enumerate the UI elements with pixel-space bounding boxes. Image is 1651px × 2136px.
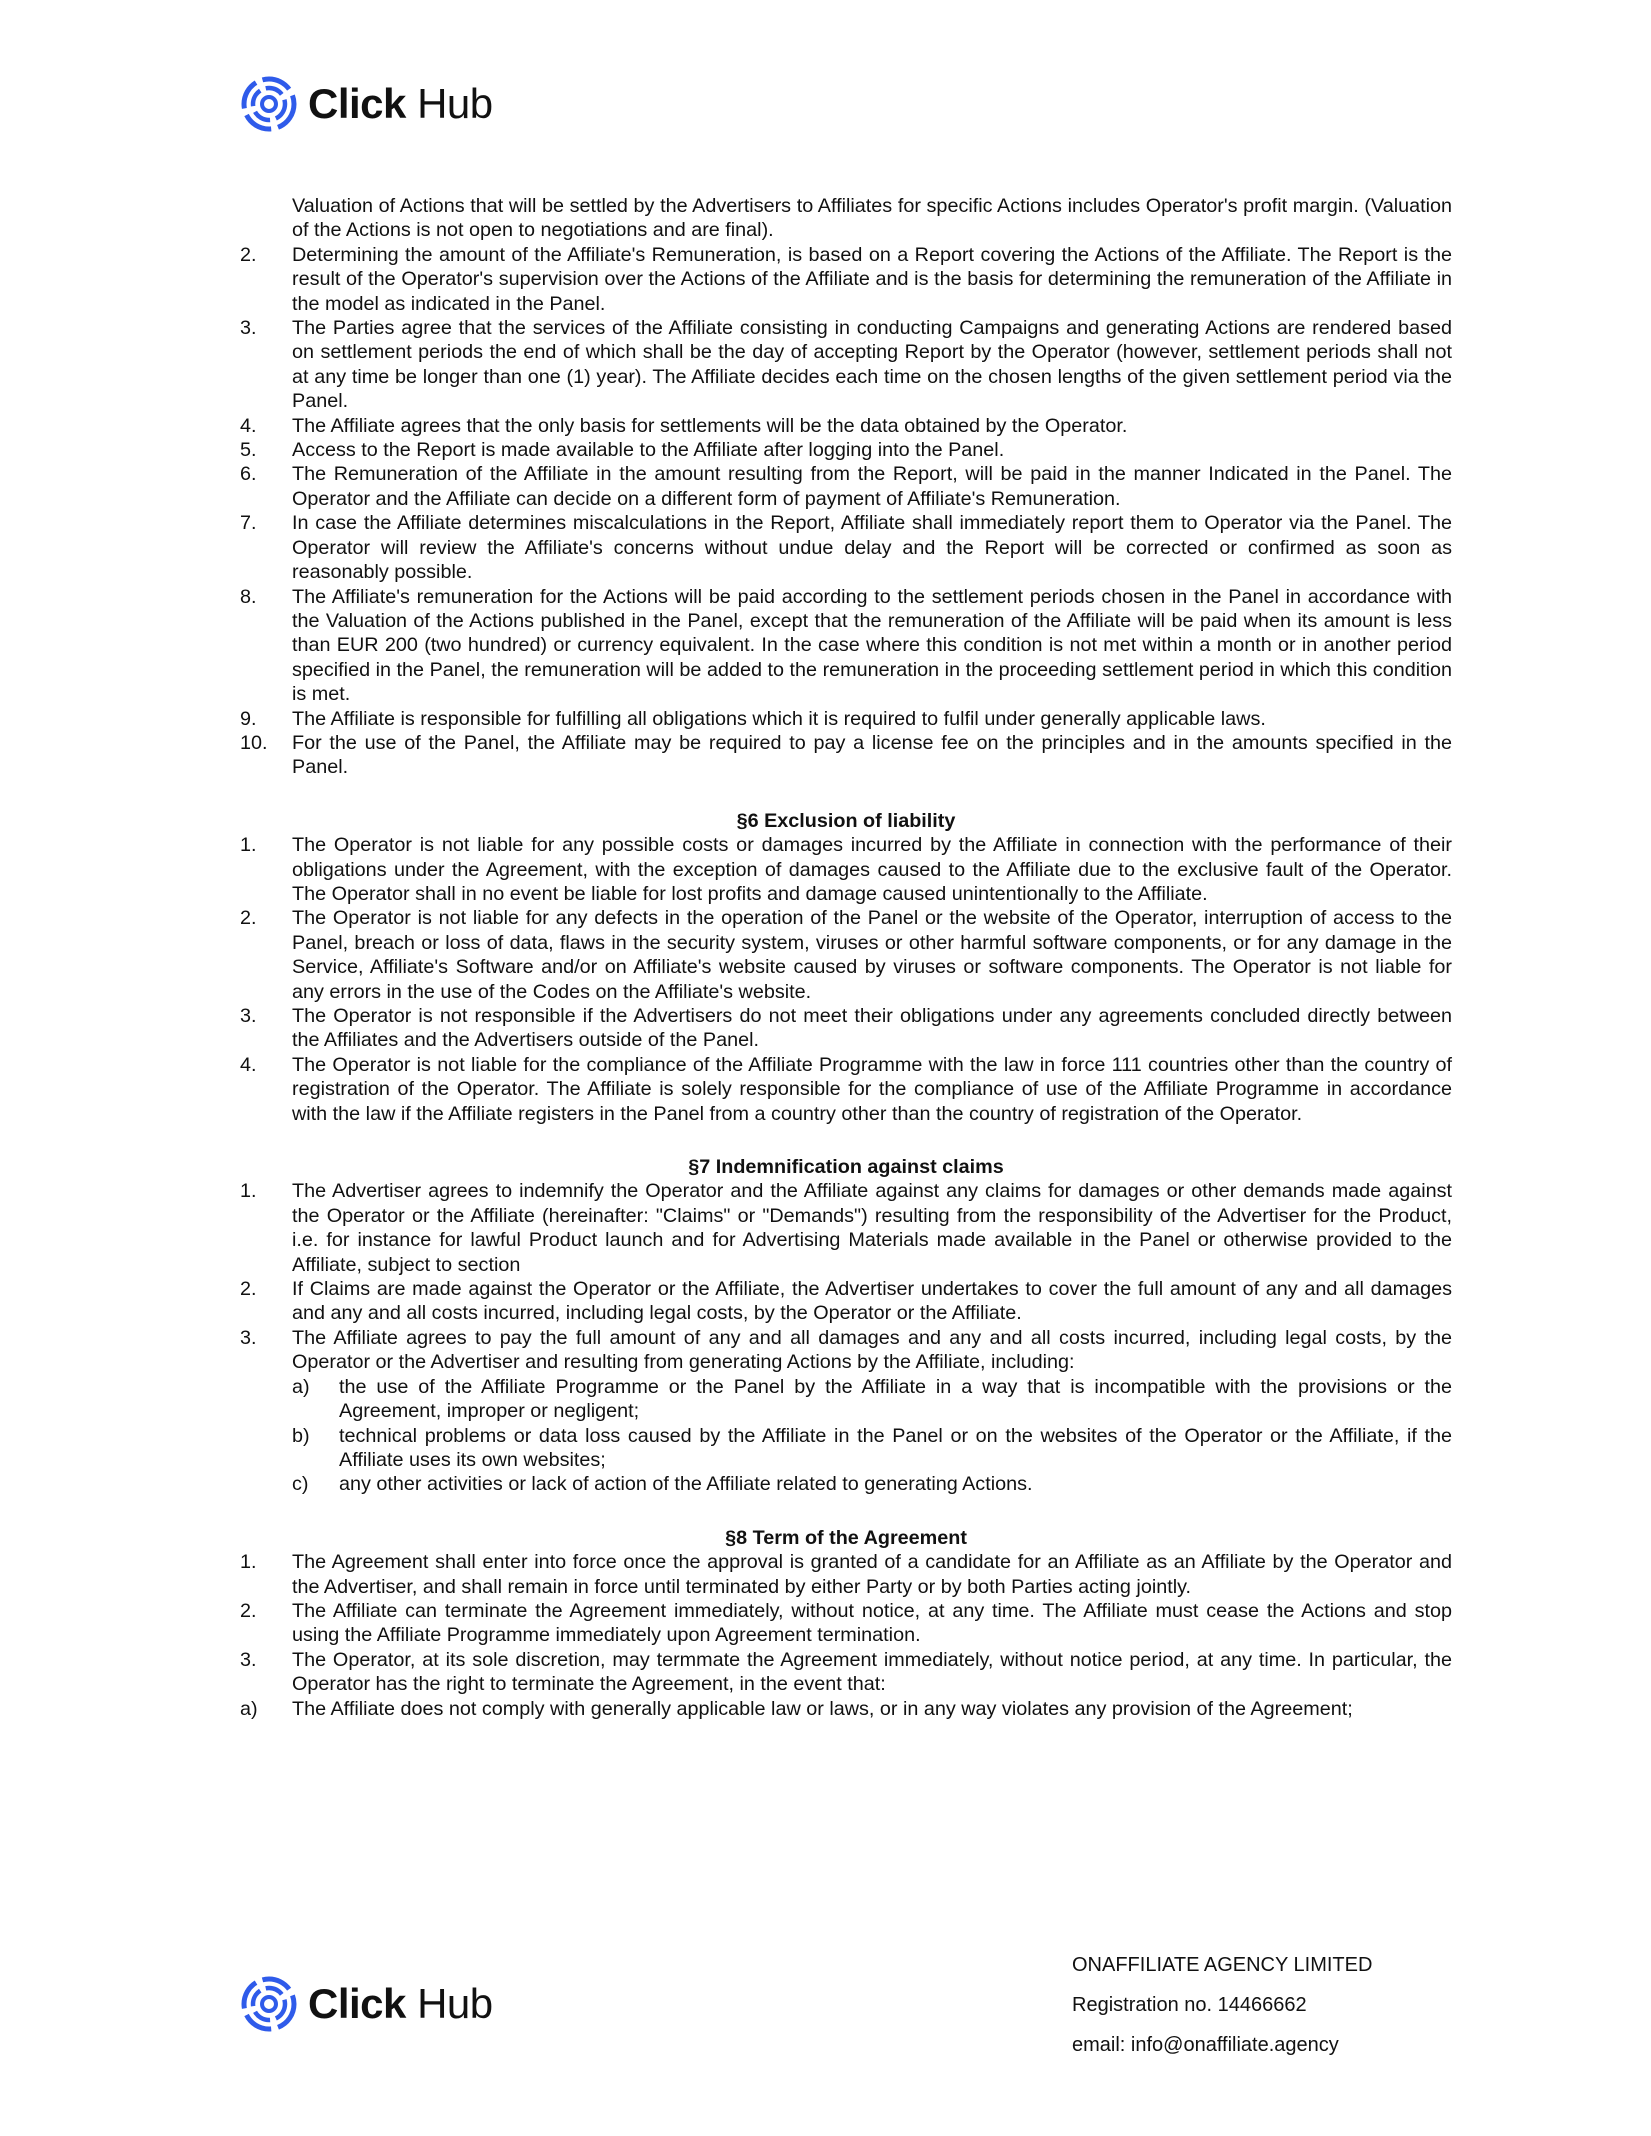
company-footer	[1072, 1945, 1372, 2065]
item-number: 9.	[240, 707, 257, 730]
section6-list	[240, 833, 1452, 1126]
item-number: 8.	[240, 585, 257, 608]
click-hub-logo-icon	[240, 1975, 298, 2033]
item-text: The Affiliate does not comply with generally applicable law or laws, or in any way violates any provision of the Agreement;	[292, 1697, 1353, 1720]
list-item	[240, 731, 1452, 780]
item-number: a)	[292, 1375, 310, 1398]
section5-list	[240, 243, 1452, 780]
list-item	[240, 1053, 1452, 1126]
section6-title: §6 Exclusion of liability	[736, 809, 956, 832]
document-body	[240, 194, 1452, 1721]
item-text: The Affiliate agrees that the only basis for settlements will be the data obtained by the Operator.	[292, 414, 1128, 437]
section8-title: §8 Term of the Agreement	[725, 1526, 967, 1549]
item-number: 3.	[240, 1326, 257, 1349]
item-text: Access to the Report is made available to the Affiliate after logging into the Panel.	[292, 439, 1005, 462]
brand-name: Click Hub	[308, 80, 493, 127]
item-text: technical problems or data loss caused by the Affiliate in the Panel or on the websites of the Operator or the Affiliate, if the Affiliate uses its own websites;	[339, 1424, 1452, 1471]
item-number: 5.	[240, 439, 257, 462]
list-item	[240, 1697, 1452, 1721]
list-item	[240, 1648, 1452, 1697]
list-item	[240, 511, 1452, 584]
item-text: The Affiliate's remuneration for the Actions will be paid according to the settlement periods chosen in the Panel in accordance with the Valuation of the Actions published in the Panel, except that the remuneration of the Affiliate will be paid when its amount is less than EUR 200 (two hundred) or currency equivalent. In the case where this condition is not met within a month or in another period specified in the Panel, the remuneration will be added to the remuneration in the proceeding settlement period in which this condition is met.	[292, 585, 1452, 706]
item-text: In case the Affiliate determines miscalculations in the Report, Affiliate shall immediately report them to Operator via the Panel. The Operator will review the Affiliate's concerns without undue delay and the Report will be corrected or confirmed as soon as reasonably possible.	[292, 512, 1452, 584]
header-logo	[240, 75, 493, 133]
item-text: The Parties agree that the services of the Affiliate consisting in conducting Campaigns and generating Actions are rendered based on settlement periods the end of which shall be the day of accepting Report by the Operator (however, settlement periods shall not at any time be longer than one (1) year). The Affiliate decides each time on the chosen lengths of the given settlement period via the Panel.	[292, 317, 1452, 413]
item-number: b)	[292, 1424, 310, 1447]
item-text: Determining the amount of the Affiliate's Remuneration, is based on a Report covering the Actions of the Affiliate. The Report is the result of the Operator's supervision over the Actions of the Affiliate and is the basis for determining the remuneration of the Affiliate in the model as indicated in the Panel.	[292, 243, 1452, 315]
list-item	[240, 1179, 1452, 1277]
list-item	[240, 585, 1452, 707]
list-item	[292, 1424, 1452, 1473]
item-text: The Affiliate is responsible for fulfilling all obligations which it is required to fulfil under generally applicable laws.	[292, 707, 1266, 730]
list-item	[240, 833, 1452, 906]
item-number: a)	[240, 1697, 258, 1720]
item-number: 6.	[240, 463, 257, 486]
brand-name: Click Hub	[308, 1980, 493, 2027]
item-text: The Affiliate can terminate the Agreement immediately, without notice, at any time. The Affiliate must cease the Actions and stop using the Affiliate Programme immediately upon Agreement termination.	[292, 1599, 1452, 1647]
item-number: 1.	[240, 834, 257, 857]
section7-list	[240, 1179, 1452, 1374]
list-item	[240, 1277, 1452, 1326]
item-number: 10.	[240, 731, 268, 754]
list-item	[240, 1599, 1452, 1648]
section7-sublist	[240, 1375, 1452, 1497]
item-number: 7.	[240, 512, 257, 535]
registration-number: Registration no. 14466662	[1072, 1994, 1307, 2016]
item-number: 1.	[240, 1551, 257, 1574]
item-number: 2.	[240, 1599, 257, 1622]
footer-logo	[240, 1975, 493, 2033]
item-text: For the use of the Panel, the Affiliate may be required to pay a license fee on the principles and in the amounts specified in the Panel.	[292, 731, 1452, 779]
item-number: 2.	[240, 1278, 257, 1301]
list-item	[292, 1472, 1452, 1496]
item-text: The Operator is not liable for the compliance of the Affiliate Programme with the law in force 111 countries other than the country of registration of the Operator. The Affiliate is solely responsible for the compliance of use of the Affiliate Programme in accordance with the law if the Affiliate registers in the Panel from a country other than the country of registration of the Operator.	[292, 1053, 1452, 1125]
item-text: The Agreement shall enter into force once the approval is granted of a candidate for an Affiliate as an Affiliate by the Operator and the Advertiser, and shall remain in force until terminated by either Party or by both Parties acting jointly.	[292, 1551, 1452, 1598]
item-text: The Advertiser agrees to indemnify the Operator and the Affiliate against any claims for damages or other demands made against the Operator or the Affiliate (hereinafter: "Claims" or "Demands") resulting from the responsibility of the Advertiser for the Product, i.e. for instance for lawful Product launch and for Advertising Materials made available in the Panel or otherwise provided to the Affiliate, subject to section	[292, 1180, 1452, 1276]
list-item	[240, 438, 1452, 462]
contact-email: email: info@onaffiliate.agency	[1072, 2034, 1339, 2056]
item-number: 2.	[240, 243, 257, 266]
item-text: The Operator is not liable for any possible costs or damages incurred by the Affiliate in connection with the performance of their obligations under the Agreement, with the exception of damages caused to the Affiliate due to the exclusive fault of the Operator. The Operator shall in no event be liable for lost profits and damage caused unintentionally to the Affiliate.	[292, 834, 1452, 905]
item-text: The Remuneration of the Affiliate in the amount resulting from the Report, will be paid in the manner Indicated in the Panel. The Operator and the Affiliate can decide on a different form of payment of Affiliate's Remuneration.	[292, 463, 1452, 510]
item-text: The Operator, at its sole discretion, may termmate the Agreement immediately, without notice period, at any time. In particular, the Operator has the right to terminate the Agreement, in the event that:	[292, 1648, 1452, 1696]
section8-list	[240, 1550, 1452, 1721]
item-number: 4.	[240, 414, 257, 437]
item-number: 2.	[240, 907, 257, 930]
list-item	[240, 316, 1452, 414]
item-text: The Affiliate agrees to pay the full amount of any and all damages and any and all costs incurred, including legal costs, by the Operator or the Advertiser and resulting from generating Actions by the Affiliate, including:	[292, 1326, 1452, 1374]
list-item	[240, 906, 1452, 1004]
item-number: c)	[292, 1473, 309, 1496]
item-text: If Claims are made against the Operator or the Affiliate, the Advertiser undertakes to cover the full amount of any and all damages and any and all costs incurred, including legal costs, by the Operator or the Affiliate.	[292, 1278, 1452, 1325]
section7-title: §7 Indemnification against claims	[688, 1156, 1004, 1179]
list-item	[240, 414, 1452, 438]
item-number: 3.	[240, 317, 257, 340]
list-item	[240, 707, 1452, 731]
intro-paragraph: Valuation of Actions that will be settled by the Advertisers to Affiliates for specific Actions includes Operator's profit margin. (Valuation of the Actions is not open to negotiations and are final).	[292, 195, 1452, 242]
item-text: The Operator is not responsible if the Advertisers do not meet their obligations under any agreements concluded directly between the Affiliates and the Advertisers outside of the Panel.	[292, 1005, 1452, 1052]
list-item	[240, 1004, 1452, 1053]
item-text: The Operator is not liable for any defects in the operation of the Panel or the website of the Operator, interruption of access to the Panel, breach or loss of data, flaws in the security system, viruses or other harmful software components, or for any damage in the Service, Affiliate's Software and/or on Affiliate's website caused by viruses or software components. The Operator is not liable for any errors in the use of the Codes on the Affiliate's website.	[292, 907, 1452, 1003]
company-name: ONAFFILIATE AGENCY LIMITED	[1072, 1954, 1373, 1976]
list-item	[292, 1375, 1452, 1424]
item-number: 3.	[240, 1005, 257, 1027]
item-number: 1.	[240, 1180, 257, 1203]
item-text: any other activities or lack of action of the Affiliate related to generating Actions.	[339, 1473, 1033, 1496]
list-item	[240, 462, 1452, 511]
list-item	[240, 1550, 1452, 1599]
item-number: 4.	[240, 1053, 257, 1076]
list-item	[240, 1326, 1452, 1375]
click-hub-logo-icon	[240, 75, 298, 133]
item-number: 3.	[240, 1648, 257, 1671]
item-text: the use of the Affiliate Programme or the Panel by the Affiliate in a way that is incompatible with the provisions or the Agreement, improper or negligent;	[339, 1375, 1452, 1423]
list-item	[240, 243, 1452, 316]
